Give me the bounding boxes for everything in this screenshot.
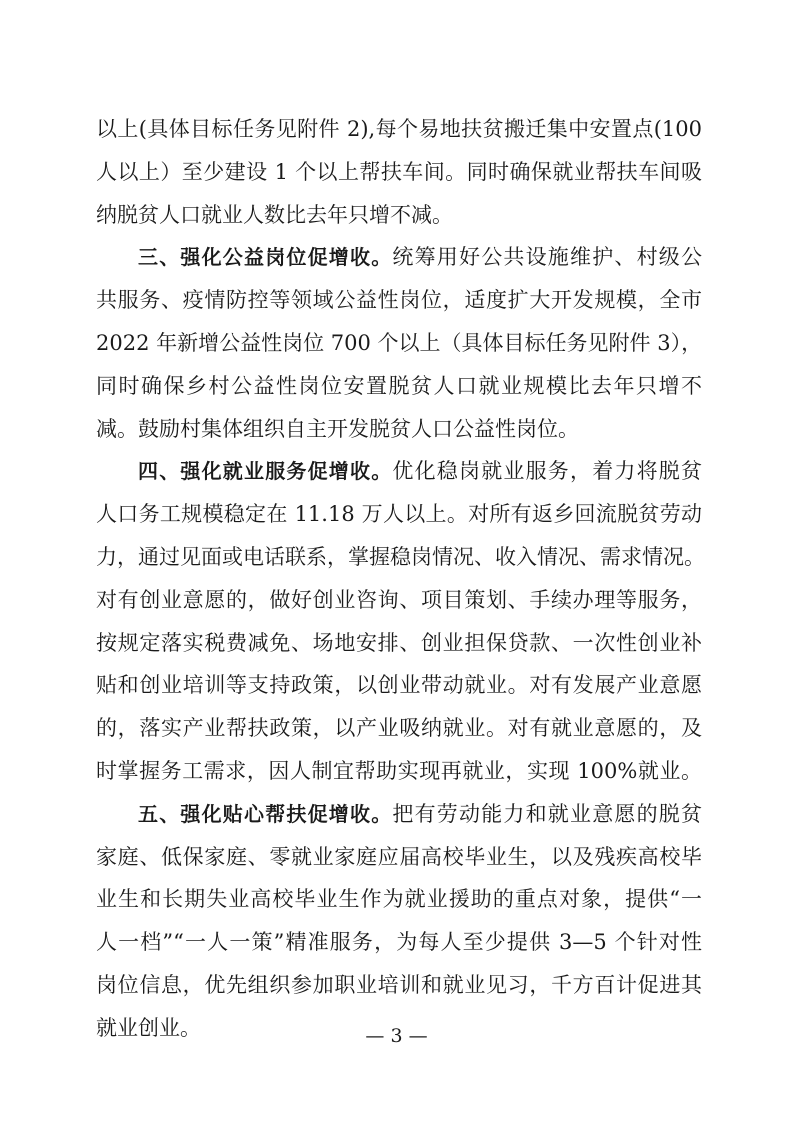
- line-text: 同时确保乡村公益性岗位安置脱贫人口就业规模比去年只增不: [96, 373, 702, 398]
- text-line: [96, 375, 702, 397]
- text-line: [138, 460, 702, 482]
- line-text: 的，落实产业帮扶政策，以产业吸纳就业。对有就业意愿的，及: [96, 716, 702, 741]
- line-text: 共服务、疫情防控等领域公益性岗位，适度扩大开发规模，全市: [96, 288, 702, 313]
- line-text: 2022 年新增公益性岗位 700 个以上（具体目标任务见附件 3），: [96, 331, 703, 355]
- text-line: [96, 760, 702, 782]
- line-text: 人一档”“一人一策”精准服务，为每人至少提供 3—5 个针对性: [96, 930, 702, 955]
- line-text: 人口务工规模稳定在 11.18 万人以上。对所有返乡回流脱贫劳动: [96, 502, 702, 527]
- text-line: [96, 204, 702, 226]
- text-line: [96, 974, 702, 996]
- text-line: [96, 332, 702, 354]
- line-text: 时掌握务工需求，因人制宜帮助实现再就业，实现 100%就业。: [96, 759, 702, 783]
- line-text: 以上(具体目标任务见附件 2),每个易地扶贫搬迁集中安置点(100: [96, 117, 702, 141]
- line-text: 优化稳岗就业服务，着力将脱贫: [392, 459, 703, 484]
- section-heading: 四、强化就业服务促增收。: [138, 459, 393, 484]
- line-text: 统筹用好公共设施维护、村级公: [392, 245, 703, 270]
- text-line: [96, 717, 702, 739]
- text-line: [96, 674, 702, 696]
- line-text: 家庭、低保家庭、零就业家庭应届高校毕业生，以及残疾高校毕: [96, 844, 702, 869]
- text-line: [96, 931, 702, 953]
- line-text: 人以上）至少建设 1 个以上帮扶车间。同时确保就业帮扶车间吸: [96, 159, 702, 184]
- line-text: 就业创业。: [96, 1015, 201, 1040]
- line-text: 按规定落实税费减免、场地安排、创业担保贷款、一次性创业补: [96, 630, 702, 655]
- text-line: [96, 418, 702, 440]
- line-text: 岗位信息，优先组织参加职业培训和就业见习，千方百计促进其: [96, 973, 702, 997]
- line-text: 对有创业意愿的，做好创业咨询、项目策划、手续办理等服务，: [96, 587, 702, 612]
- text-line: [96, 289, 702, 311]
- line-text: 力，通过见面或电话联系，掌握稳岗情况、收入情况、需求情况。: [96, 545, 705, 569]
- text-line: [96, 888, 702, 910]
- line-text: 贴和创业培训等支持政策，以创业带动就业。对有发展产业意愿: [96, 673, 702, 698]
- line-text: 把有劳动能力和就业意愿的脱贫: [392, 801, 703, 826]
- text-line: [96, 632, 702, 654]
- text-line: [96, 118, 702, 140]
- text-line: [138, 246, 702, 268]
- text-line: [96, 161, 702, 183]
- line-text: 业生和长期失业高校毕业生作为就业援助的重点对象，提供“一: [96, 887, 702, 912]
- text-line: [96, 846, 702, 868]
- text-line: [96, 503, 702, 525]
- section-heading: 五、强化贴心帮扶促增收。: [138, 801, 393, 826]
- text-line: [96, 545, 705, 569]
- section-heading: 三、强化公益岗位促增收。: [138, 245, 393, 270]
- line-text: 减。鼓励村集体组织自主开发脱贫人口公益性岗位。: [96, 416, 579, 441]
- page-number: — 3 —: [365, 1025, 428, 1047]
- line-text: 纳脱贫人口就业人数比去年只增不减。: [96, 202, 453, 227]
- text-line: [138, 803, 702, 825]
- text-line: [96, 589, 702, 611]
